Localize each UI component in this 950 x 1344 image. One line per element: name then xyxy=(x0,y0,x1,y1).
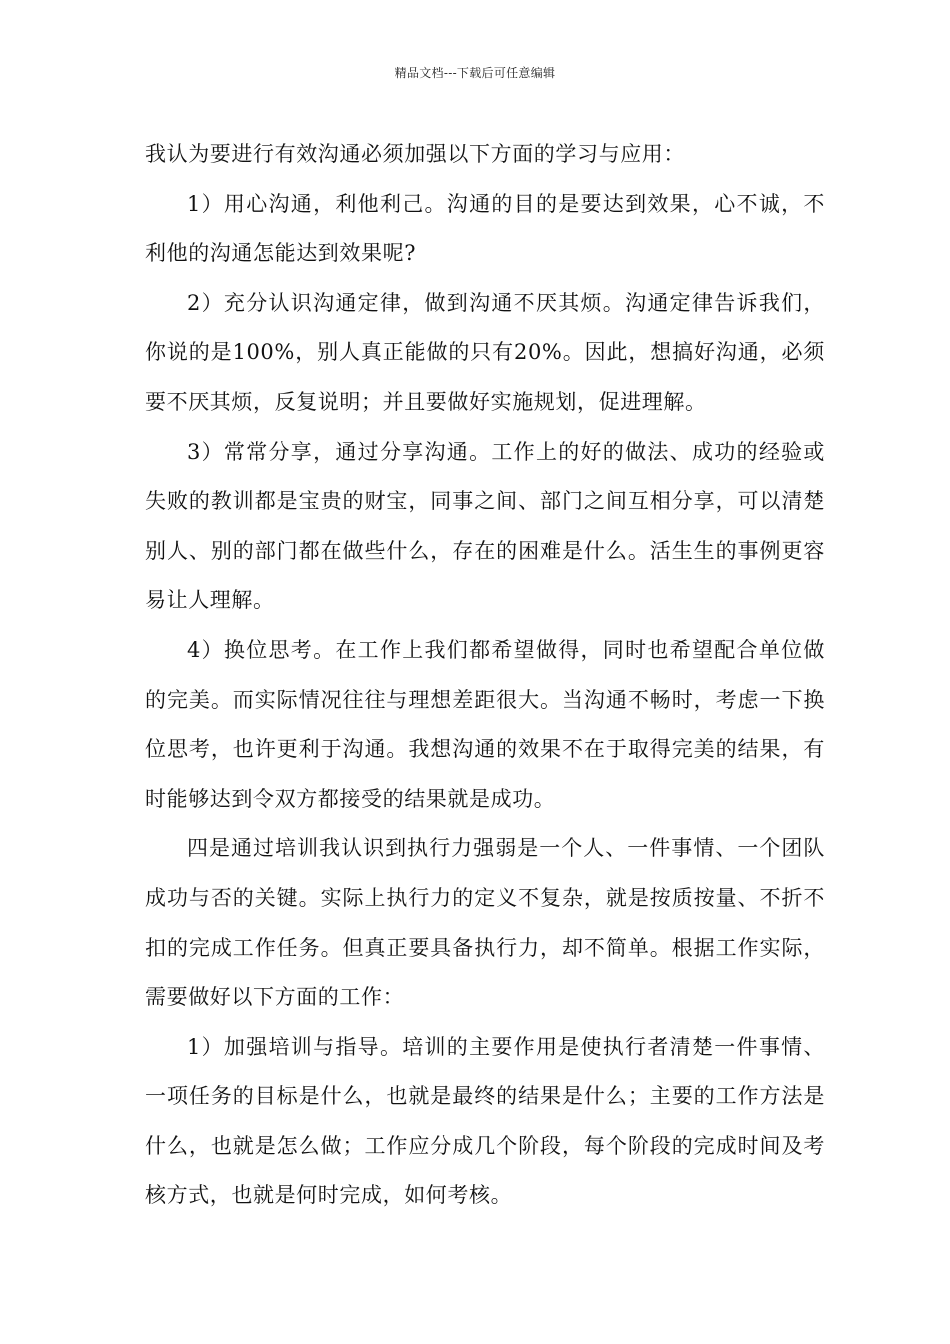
paragraph-execution-intro: 四是通过培训我认识到执行力强弱是一个人、一件事情、一个团队成功与否的关键。实际上执行力的定义不复杂，就是按质按量、不折不扣的完成工作任务。但真正要具备执行力，却不简单。根据工作实际，需要做好以下方面的工作： xyxy=(145,836,825,1010)
paragraph-communication-4: 4）换位思考。在工作上我们都希望做得，同时也希望配合单位做的完美。而实际情况往往与理想差距很大。当沟通不畅时，考虑一下换位思考，也许更利于沟通。我想沟通的效果不在于取得完美的结果，有时能够达到令双方都接受的结果就是成功。 xyxy=(145,637,825,811)
paragraph-communication-3: 3）常常分享，通过分享沟通。工作上的好的做法、成功的经验或失败的教训都是宝贵的财宝，同事之间、部门之间互相分享，可以清楚别人、别的部门都在做些什么，存在的困难是什么。活生生的事例更容易让人理解。 xyxy=(145,439,825,613)
paragraph-communication-2: 2）充分认识沟通定律，做到沟通不厌其烦。沟通定律告诉我们，你说的是100%，别人真正能做的只有20%。因此，想搞好沟通，必须要不厌其烦，反复说明；并且要做好实施规划，促进理解。 xyxy=(145,290,825,414)
paragraph-execution-1: 1）加强培训与指导。培训的主要作用是使执行者清楚一件事情、一项任务的目标是什么，也就是最终的结果是什么；主要的工作方法是什么，也就是怎么做；工作应分成几个阶段，每个阶段的完成时间及考核方式，也就是何时完成，如何考核。 xyxy=(145,1034,825,1208)
paragraph-communication-1: 1）用心沟通，利他利己。沟通的目的是要达到效果，心不诚，不利他的沟通怎能达到效果呢? xyxy=(145,191,825,266)
paragraph-intro: 我认为要进行有效沟通必须加强以下方面的学习与应用： xyxy=(145,142,685,166)
page-header: 精品文档---下载后可任意编辑 xyxy=(394,66,556,80)
document-body xyxy=(145,130,825,1221)
